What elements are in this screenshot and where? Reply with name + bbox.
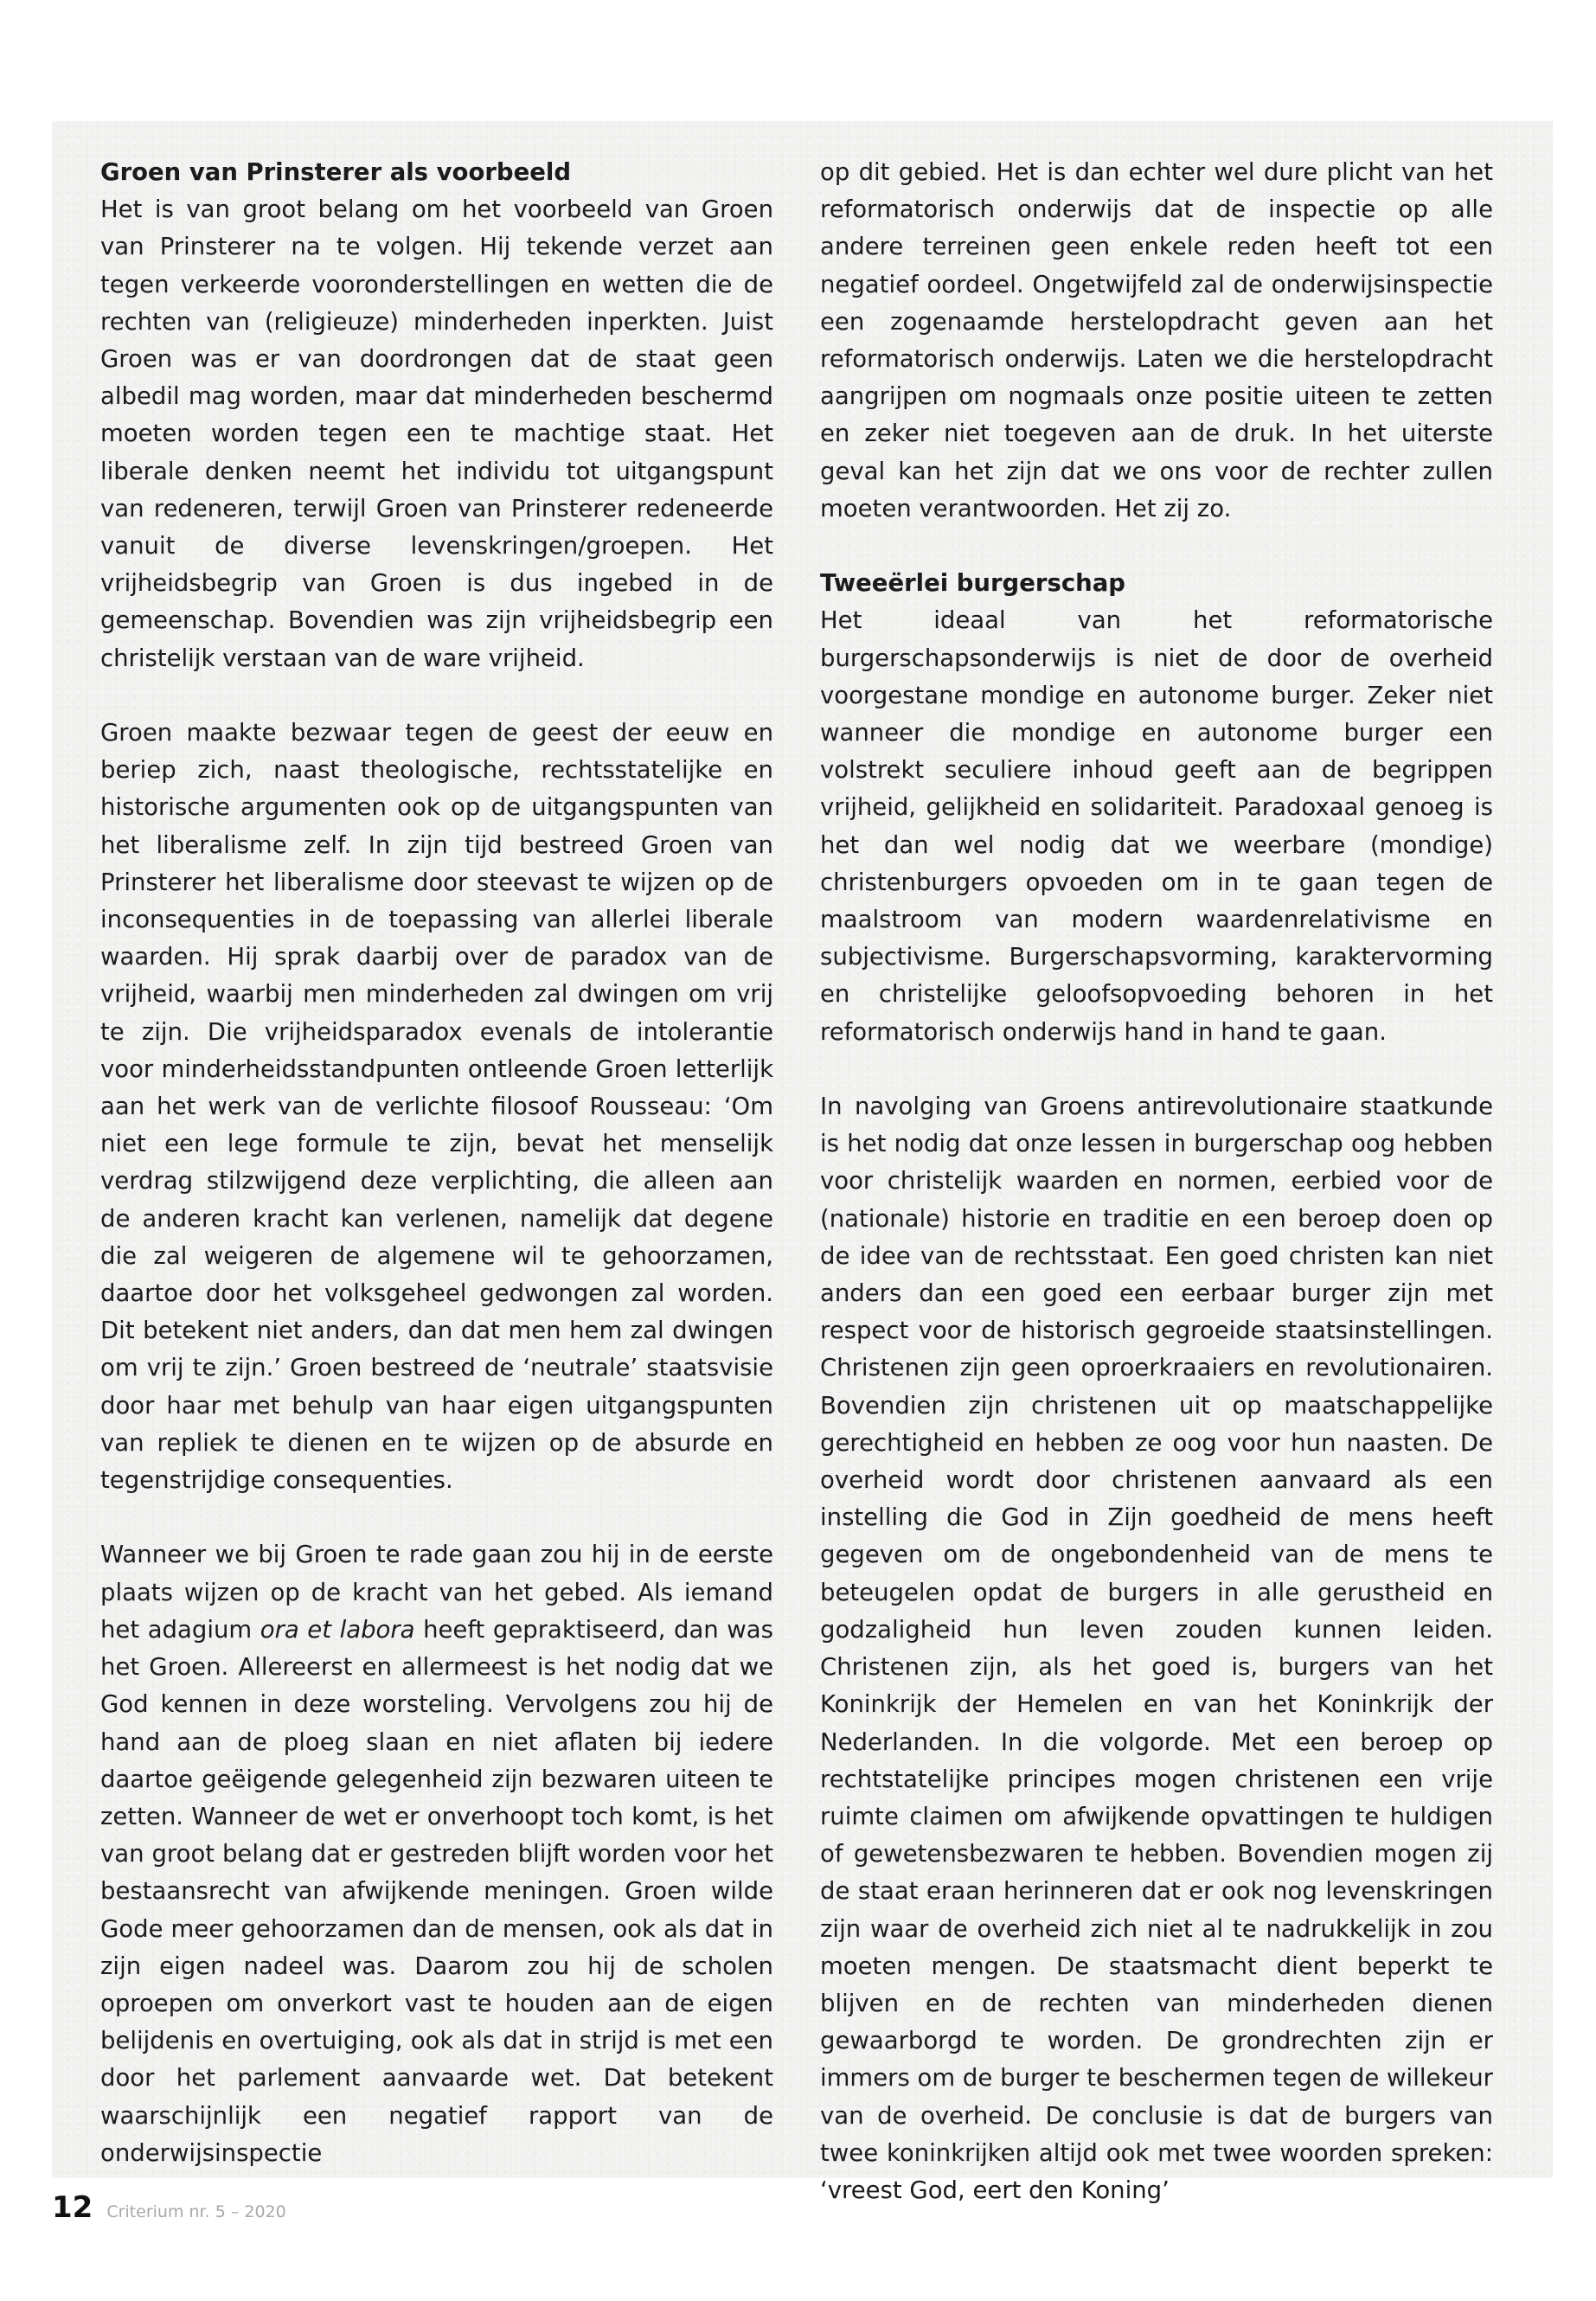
paragraph: Het is van groot belang om het voorbeeld van Groen van Prinsterer na te volgen. Hij tekende verzet aan tegen verkeerde vooronderstellingen en wetten die de rechten van (religieuze) minderheden inperkten. Juist Groen was er van doordrongen dat de staat geen albedil mag worden, maar dat minderheden beschermd moeten worden tegen een te machtige staat. Het liberale denken neemt het individu tot uitgangspunt van redeneren, terwijl Groen van Prinsterer redeneerde vanuit de diverse levenskringen/groepen. Het vrijheidsbegrip van Groen is dus ingebed in de gemeenschap. Bovendien was zijn vrijheidsbegrip een christelijk verstaan van de ware vrijheid. bbox=[100, 195, 773, 672]
publication-issue: Criterium nr. 5 – 2020 bbox=[106, 2202, 286, 2221]
section-heading-groen: Groen van Prinsterer als voorbeeld bbox=[100, 158, 571, 186]
paragraph-continuation: op dit gebied. Het is dan echter wel dure plicht van het reformatorisch onderwijs dat de inspectie op alle andere terreinen geen enkele reden heeft tot een negatief oordeel. Ongetwijfeld zal de onderwijsinspectie een zogenaamde herstelopdracht geven aan het reformatorisch onderwijs. Laten we die herstelopdracht aangrijpen om nogmaals onze positie uiteen te zetten en zeker niet toegeven aan de druk. In het uiterste geval kan het zijn dat we ons voor de rechter zullen moeten verantwoorden. Het zij zo. bbox=[820, 158, 1493, 522]
paragraph: In navolging van Groens antirevolutionaire staatkunde is het nodig dat onze lessen in burgerschap oog hebben voor christelijk waarden en normen, eerbied voor de (nationale) historie en traditie en een beroep doen op de idee van de rechtsstaat. Een goed christen kan niet anders dan een goed een eerbaar burger zijn met respect voor de historisch gegroeide staatsinstellingen. Christenen zijn geen oproerkraaiers en revolutionairen. Bovendien zijn christenen uit op maatschappelijke gerechtigheid en hebben ze oog voor hun naasten. De overheid wordt door christenen aanvaard als een instelling die God in Zijn goedheid de mens heeft gegeven om de ongebondenheid van de mens te beteugelen opdat de burgers in alle gerustheid en godzaligheid hun leven zouden kunnen leiden. Christenen zijn, als het goed is, burgers van het Koninkrijk der Hemelen en van het Koninkrijk der Nederlanden. In die volgorde. Met een beroep op rechtstatelijke principes mogen christenen een vrije ruimte claimen om afwijkende opvattingen te huldigen of gewetensbezwaren te hebben. Bovendien mogen zij de staat eraan herinneren dat er ook nog levenskringen zijn waar de overheid zich niet al te nadrukkelijk in zou moeten mengen. De staatsmacht dient beperkt te blijven en de rechten van minderheden dienen gewaarborgd te worden. De grondrechten zijn er immers om de burger te beschermen tegen de willekeur van de overheid. De conclusie is dat de burgers van twee koninkrijken altijd ook met twee woorden spreken: ‘vreest God, eert den Koning’ bbox=[820, 1093, 1493, 2204]
section-heading-burgerschap: Tweeërlei burgerschap bbox=[820, 569, 1125, 598]
page-footer bbox=[52, 2190, 286, 2225]
page-number: 12 bbox=[52, 2190, 93, 2225]
latin-phrase: ora et labora bbox=[260, 1615, 415, 1644]
paragraph-text: heeft gepraktiseerd, dan was het Groen. Allereerst en allermeest is het nodig dat we God kennen in deze worsteling. Vervolgens zou hij de hand aan de ploeg slaan en niet aflaten bij iedere daartoe geëigende gelegenheid zijn bezwaren uiteen te zetten. Wanneer de wet er onverhoopt toch komt, is het van groot belang dat er gestreden blijft worden voor het bestaansrecht van afwijkende meningen. Groen wilde Gode meer gehoorzamen dan de mensen, ook als dat in zijn eigen nadeel was. Daarom zou hij de scholen oproepen om onverkort vast te houden aan de eigen belijdenis en overtuiging, ook als dat in strijd is met een door het parlement aanvaarde wet. Dat betekent waarschijnlijk een negatief rapport van de onderwijsinspectie bbox=[100, 1615, 773, 2167]
right-column bbox=[820, 154, 1493, 2209]
left-column bbox=[100, 154, 773, 2172]
paragraph-text: Wanneer we bij Groen te rade gaan zou hij in de eerste plaats wijzen op de kracht van het gebed. Als iemand het adagium bbox=[100, 1541, 773, 1644]
paragraph-gebed bbox=[100, 1536, 773, 2171]
paragraph: Groen maakte bezwaar tegen de geest der eeuw en beriep zich, naast theologische, rechtsstatelijke en historische argumenten ook op de uitgangspunten van het liberalisme zelf. In zijn tijd bestreed Groen van Prinsterer het liberalisme door steevast te wijzen op de inconsequenties in de toepassing van allerlei liberale waarden. Hij sprak daarbij over de paradox van de vrijheid, waarbij men minderheden zal dwingen om vrij te zijn. Die vrijheidsparadox evenals de intolerantie voor minderheidsstandpunten ontleende Groen letterlijk aan het werk van de verlichte filosoof Rousseau: ‘Om niet een lege formule te zijn, bevat het menselijk verdrag stilzwijgend deze verplichting, die alleen aan de anderen kracht kan verlenen, namelijk dat degene die zal weigeren de algemene wil te gehoorzamen, daartoe door het volksgeheel gedwongen zal worden. Dit betekent niet anders, dan dat men hem zal dwingen om vrij te zijn.’ Groen bestreed de ‘neutrale’ staatsvisie door haar met behulp van haar eigen uitgangspunten van repliek te dienen en te wijzen op de absurde en tegenstrijdige consequenties. bbox=[100, 719, 773, 1495]
paragraph: Het ideaal van het reformatorische burgerschapsonderwijs is niet de door de overheid voorgestane mondige en autonome burger. Zeker niet wanneer die mondige en autonome burger een volstrekt seculiere inhoud geeft aan de begrippen vrijheid, gelijkheid en solidariteit. Paradoxaal genoeg is het dan wel nodig dat we weerbare (mondige) christenburgers opvoeden om in te gaan tegen de maalstroom van modern waardenrelativisme en subjectivisme. Burgerschapsvorming, karaktervorming en christelijke geloofsopvoeding behoren in het reformatorisch onderwijs hand in hand te gaan. bbox=[820, 606, 1493, 1046]
